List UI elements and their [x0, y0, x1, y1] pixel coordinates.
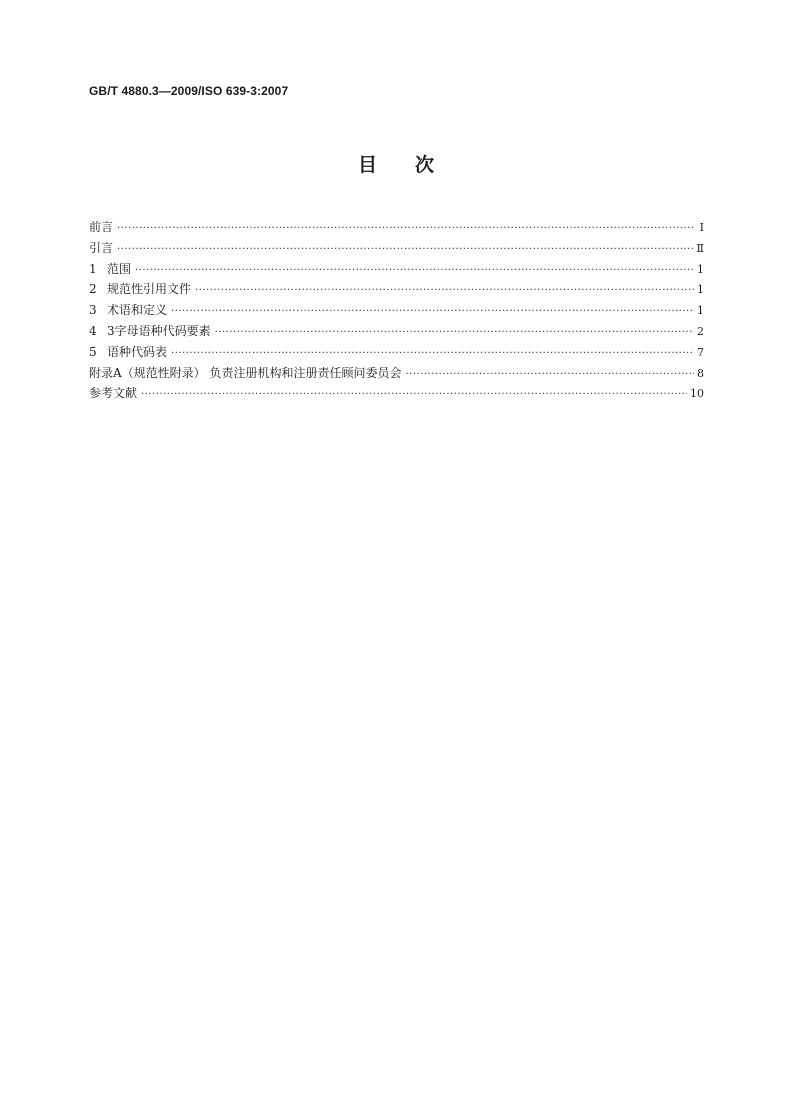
toc-entry-number: 2: [89, 282, 97, 297]
toc-entry-page: Ⅰ: [699, 221, 704, 234]
toc-entry-number: 1: [89, 261, 97, 276]
toc-entry-label: [89, 279, 195, 300]
toc-dot-leader: [195, 281, 694, 302]
toc-dot-leader: [141, 385, 687, 406]
page-title: 目次: [357, 154, 472, 176]
toc-entry-title: 引言: [89, 240, 114, 255]
toc-dot-leader: [215, 323, 694, 344]
toc-entry-code-tables[interactable]: [89, 342, 704, 363]
toc-entry-number: 4: [89, 323, 97, 338]
toc-entry-page: 1: [697, 304, 704, 318]
toc-dot-leader: [117, 219, 695, 240]
toc-dot-leader: [171, 344, 694, 365]
toc-entry-page: 2: [697, 324, 704, 338]
toc-dot-leader: [405, 365, 694, 386]
toc-entry-title: 规范性引用文件: [107, 282, 192, 297]
toc-entry-number: 3: [89, 303, 97, 318]
document-standard-code: GB/T 4880.3—2009/ISO 639-3:2007: [89, 84, 289, 98]
toc-entry-title: 术语和定义: [107, 303, 168, 318]
toc-dot-leader: [117, 240, 694, 261]
toc-entry-page: 1: [697, 283, 704, 297]
toc-entry-title: 参考文献: [89, 386, 138, 401]
toc-entry-introduction[interactable]: [89, 238, 704, 259]
toc-entry-bibliography[interactable]: [89, 383, 704, 404]
toc-entry-title: 3字母语种代码要素: [107, 323, 211, 338]
toc-entry-normative-references[interactable]: [89, 279, 704, 300]
toc-entry-annex-a[interactable]: [89, 363, 704, 384]
toc-dot-leader: [135, 261, 694, 282]
toc-entry-page: 1: [697, 262, 704, 276]
table-of-contents: [89, 217, 704, 404]
toc-entry-label: [89, 238, 117, 259]
toc-entry-code-elements[interactable]: [89, 321, 704, 342]
toc-entry-page: Ⅱ: [696, 241, 704, 255]
toc-entry-label: [89, 217, 117, 238]
toc-entry-title: 附录A（规范性附录） 负责注册机构和注册责任顾问委员会: [89, 365, 402, 380]
toc-entry-number: 5: [89, 344, 97, 359]
toc-entry-label: [89, 363, 405, 384]
toc-entry-label: [89, 259, 135, 280]
toc-entry-scope[interactable]: [89, 259, 704, 280]
toc-entry-title: 范围: [107, 261, 132, 276]
toc-entry-title: 语种代码表: [107, 344, 168, 359]
toc-entry-label: [89, 383, 141, 404]
toc-entry-foreword[interactable]: [89, 217, 704, 238]
toc-entry-page: 7: [697, 345, 704, 359]
toc-entry-title: 前言: [89, 220, 114, 234]
toc-dot-leader: [171, 302, 694, 323]
toc-entry-page: 10: [690, 387, 704, 401]
toc-entry-label: [89, 342, 171, 363]
toc-entry-label: [89, 321, 215, 342]
toc-entry-label: [89, 300, 171, 321]
toc-entry-page: 8: [697, 366, 704, 380]
toc-entry-terms-definitions[interactable]: [89, 300, 704, 321]
